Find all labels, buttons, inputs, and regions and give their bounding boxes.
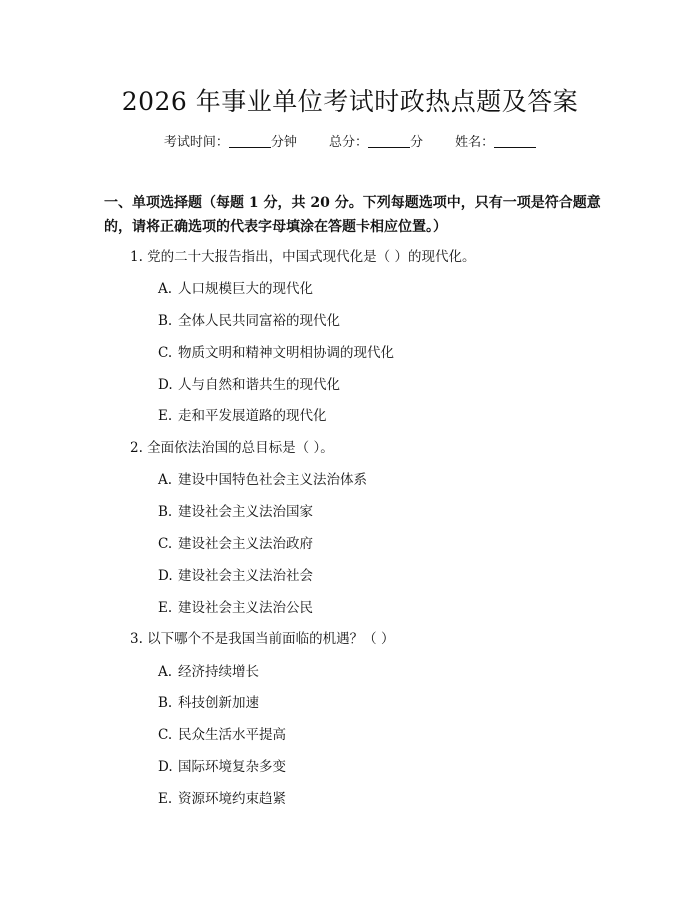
option-1d	[158, 373, 340, 393]
option-text: 科技创新加速	[178, 695, 259, 711]
name-label: 姓名：	[455, 135, 495, 150]
option-text: 建设社会主义法治国家	[178, 504, 313, 520]
name-blank	[494, 135, 536, 148]
option-text: 建设中国特色社会主义法治体系	[178, 472, 367, 488]
option-text: 建设社会主义法治公民	[178, 600, 313, 616]
exam-info-line	[0, 131, 700, 150]
option-text: 物质文明和精神文明相协调的现代化	[178, 345, 394, 361]
section-heading-line1: 一、单项选择题（每题 1 分，共 20 分。下列每题选项中，只有一项是符合题意	[104, 195, 601, 211]
option-1b	[158, 309, 340, 329]
option-2e	[158, 596, 313, 616]
section-heading-line2: 的，请将正确选项的代表字母填涂在答题卡相应位置。）	[104, 219, 447, 235]
time-label: 考试时间：	[163, 135, 229, 150]
option-text: 人口规模巨大的现代化	[178, 281, 313, 297]
option-3e	[158, 787, 286, 807]
score-unit: 分	[410, 135, 424, 150]
option-3a	[158, 660, 259, 680]
option-text: 建设社会主义法治政府	[178, 536, 313, 552]
option-label: E.	[158, 408, 173, 424]
question-2: 2. 全面依法治国的总目标是（ ）。	[130, 440, 334, 456]
option-text: 人与自然和谐共生的现代化	[178, 377, 340, 393]
option-label: E.	[158, 600, 173, 616]
option-3d	[158, 755, 286, 775]
option-label: D.	[158, 377, 173, 393]
option-text: 建设社会主义法治社会	[178, 568, 313, 584]
option-label: B.	[158, 313, 173, 329]
option-2b	[158, 500, 313, 520]
option-label: A.	[158, 472, 173, 488]
option-text: 民众生活水平提高	[178, 727, 286, 743]
option-text: 经济持续增长	[178, 664, 259, 680]
option-3c	[158, 723, 286, 743]
score-label: 总分：	[328, 135, 368, 150]
option-text: 资源环境约束趋紧	[178, 791, 286, 807]
option-2a	[158, 468, 367, 488]
option-text: 走和平发展道路的现代化	[178, 408, 327, 424]
option-label: C.	[158, 536, 173, 552]
option-label: A.	[158, 281, 173, 297]
score-blank	[368, 135, 410, 148]
option-text: 国际环境复杂多变	[178, 759, 286, 775]
option-label: D.	[158, 568, 173, 584]
time-unit: 分钟	[270, 135, 297, 150]
option-1a	[158, 277, 313, 297]
option-2d	[158, 564, 313, 584]
page-title: 2026 年事业单位考试时政热点题及答案	[121, 87, 579, 116]
option-1c	[158, 341, 394, 361]
option-label: C.	[158, 727, 173, 743]
question-3: 3. 以下哪个不是我国当前面临的机遇？（ ）	[130, 631, 395, 647]
option-3b	[158, 691, 259, 711]
option-label: D.	[158, 759, 173, 775]
question-1: 1. 党的二十大报告指出，中国式现代化是（ ）的现代化。	[130, 249, 476, 265]
option-2c	[158, 532, 313, 552]
option-label: B.	[158, 695, 173, 711]
section-heading	[104, 191, 604, 239]
option-label: B.	[158, 504, 173, 520]
option-label: A.	[158, 664, 173, 680]
time-blank	[229, 135, 271, 148]
option-1e	[158, 404, 327, 424]
option-label: C.	[158, 345, 173, 361]
option-text: 全体人民共同富裕的现代化	[178, 313, 340, 329]
option-label: E.	[158, 791, 173, 807]
